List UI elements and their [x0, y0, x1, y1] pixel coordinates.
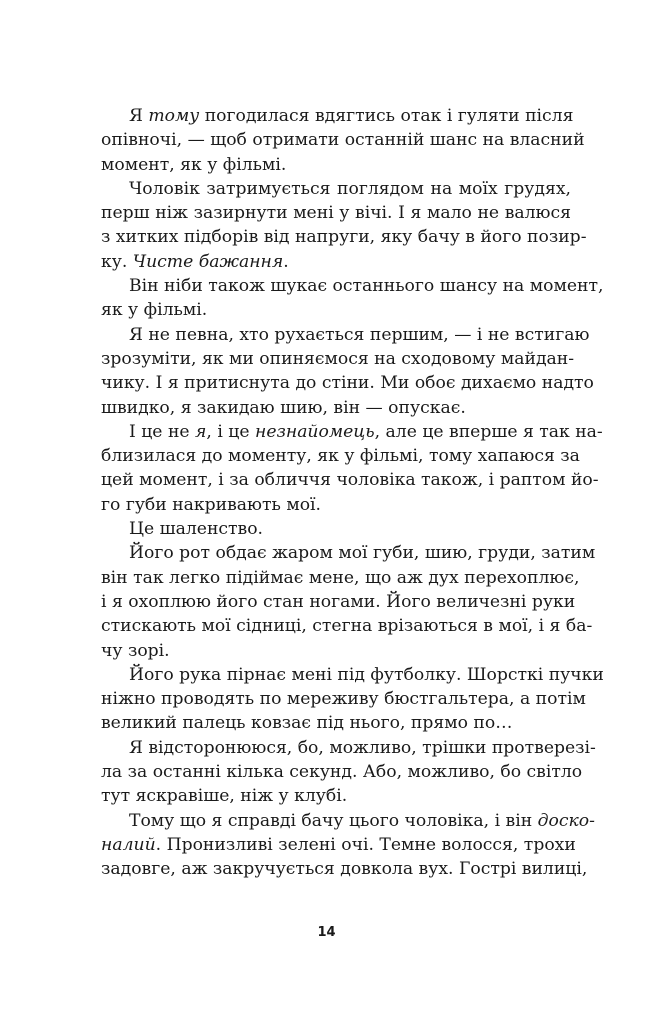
text-line — [101, 517, 571, 541]
text-line — [101, 128, 585, 152]
paragraph — [101, 323, 594, 420]
text-run: Його рука пірнає мені під футболку. Шорсткі пучки — [129, 664, 604, 685]
text-run: Я відсторонююся, бо, можливо, трішки протверезі- — [129, 737, 596, 758]
italic-text: налий — [101, 834, 156, 855]
text-line — [101, 444, 580, 468]
text-line — [101, 809, 595, 833]
text-line — [101, 201, 571, 225]
italic-text: тому — [148, 106, 200, 126]
text-run: і я охоплюю його стан ногами. Його величезні руки — [101, 591, 576, 612]
text-run: І це не — [129, 421, 196, 442]
text-run: ку. — [101, 251, 133, 272]
paragraph — [101, 177, 587, 274]
text-run: , але це вперше я так на- — [374, 421, 603, 442]
text-line — [101, 687, 586, 711]
text-line — [101, 468, 599, 492]
text-run: Я не певна, хто рухається першим, — і не встигаю — [129, 324, 590, 345]
paragraph — [101, 274, 604, 323]
italic-text: я — [195, 421, 207, 442]
text-line — [101, 225, 587, 249]
text-run: , і це — [206, 421, 255, 442]
text-line — [101, 250, 571, 274]
text-run: швидко, я закидаю шию, він — опускає. — [101, 397, 466, 418]
text-line — [101, 274, 604, 298]
text-line — [101, 420, 603, 444]
text-line — [101, 736, 596, 760]
paragraph — [101, 104, 585, 177]
text-line — [101, 590, 576, 614]
text-run: чу зорі. — [101, 640, 170, 661]
text-run: . — [283, 251, 289, 272]
text-run: момент, як у фільмі. — [101, 154, 287, 175]
text-run: перш ніж зазирнути мені у вічі. І я мало не валюся — [101, 203, 571, 224]
text-line — [101, 298, 571, 322]
text-run: опівночі, — щоб отримати останній шанс на власний — [101, 130, 585, 151]
text-run: Тому що я справді бачу цього чоловіка, і він — [129, 810, 538, 831]
text-run: Я — [129, 106, 149, 126]
text-run: як у фільмі. — [101, 300, 208, 321]
text-line — [101, 153, 571, 177]
text-line — [101, 104, 574, 128]
text-run: він так легко підіймає мене, що аж дух перехоплює, — [101, 567, 580, 588]
text-run: чику. І я притиснута до стіни. Ми обоє дихаємо надто — [101, 373, 594, 394]
text-line — [101, 541, 596, 565]
text-line — [101, 396, 571, 420]
paragraph — [101, 517, 571, 541]
paragraph — [101, 809, 595, 882]
text-line — [101, 566, 580, 590]
italic-text: доско- — [537, 810, 595, 831]
text-run: Це шаленство. — [129, 519, 264, 540]
text-line — [101, 833, 576, 857]
text-line — [101, 639, 571, 663]
text-line — [101, 784, 571, 808]
text-line — [101, 663, 604, 687]
body-text — [101, 104, 604, 882]
italic-text: Чисте бажання — [132, 251, 284, 272]
paragraph — [101, 663, 604, 736]
text-run: ніжно проводять по мереживу бюстгальтера, а потім — [101, 689, 586, 710]
text-line — [101, 711, 571, 735]
text-line — [101, 371, 594, 395]
text-line — [101, 177, 571, 201]
text-line — [101, 493, 571, 517]
text-run: стискають мої сідниці, стегна врізаються в мої, і я ба- — [101, 616, 593, 637]
text-run: задовге, аж закручується довкола вух. Гострі вилиці, — [101, 859, 588, 880]
text-run: Він ніби також шукає останнього шансу на момент, — [129, 276, 604, 297]
text-run: цей момент, і за обличчя чоловіка також, і раптом йо- — [101, 470, 599, 491]
page-number: 14 — [317, 925, 336, 940]
text-line — [101, 323, 590, 347]
text-run: близилася до моменту, як у фільмі, тому хапаюся за — [101, 446, 580, 467]
text-line — [101, 760, 583, 784]
paragraph — [101, 420, 603, 517]
text-run: Його рот обдає жаром мої губи, шию, груди, затим — [129, 543, 596, 564]
italic-text: незнайомець — [255, 421, 375, 442]
text-line — [101, 614, 593, 638]
text-run: Чоловік затримується поглядом на моїх грудях, — [129, 178, 571, 199]
text-run: великий палець ковзає під нього, прямо по… — [101, 713, 513, 734]
text-run: ла за останні кілька секунд. Або, можливо, бо світло — [101, 762, 583, 783]
text-line — [101, 347, 575, 371]
paragraph — [101, 541, 596, 662]
text-run: з хитких підборів від напруги, яку бачу в його позир- — [101, 227, 587, 248]
text-run: погодилася вдягтись отак і гуляти після — [199, 106, 574, 126]
paragraph — [101, 736, 596, 809]
text-run: тут яскравіше, ніж у клубі. — [101, 786, 348, 807]
text-line — [101, 857, 588, 881]
text-run: го губи накривають мої. — [101, 494, 321, 515]
text-run: . Пронизливі зелені очі. Темне волосся, трохи — [155, 834, 576, 855]
text-run: зрозуміти, як ми опиняємося на сходовому майдан- — [101, 348, 575, 369]
